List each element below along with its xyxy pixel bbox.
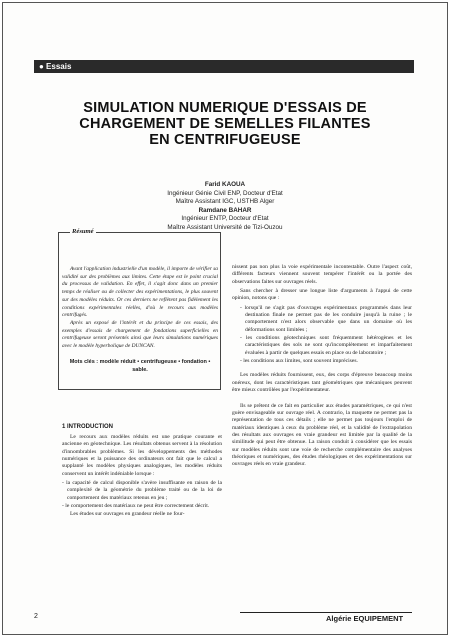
list-item: - lorsqu'il ne s'agit pas d'ouvrages expérimentaux programmés dans leur destination finale ne permet pas de les conduire jusqu'à la ruine ; le comportement n'est alors observable que dans un domaine où les déformations sont limitées ; xyxy=(240,304,412,333)
journal-name: Algérie EQUIPEMENT xyxy=(326,614,404,623)
list-item: - la capacité de calcul disponible s'avère insuffisante en raison de la complexité de la géométrie du problème traité ou de la loi de comportement des matériaux retenus en jeu ; xyxy=(62,480,222,501)
body-paragraph xyxy=(232,366,412,370)
section-band-label: ● Essais xyxy=(39,62,72,71)
title-line-3: EN CENTRIFUGEUSE xyxy=(149,132,301,148)
author-affiliation: Ingénieur Génie Civil ENP, Docteur d'Etat xyxy=(167,189,283,197)
body-paragraph: Les études sur ouvrages en grandeur réelle ne four- xyxy=(70,511,185,518)
abstract-paragraph: Avant l'application industrielle d'un modèle, il importe de vérifier sa validité sur des problèmes aux limites. Cette étape est le point crucial du processus de validation. En effet, il s'agit donc dans un premier temps de réaliser ou de collecter des expérimentations, le plus souvent sur des modèles réduits. Or ces derniers ne reflètent pas fidèlement les conditions expérimentales réelles, d'où le recours aux modèles centrifugés. xyxy=(62,266,218,319)
author-name: Farid KAOUA xyxy=(204,181,246,188)
title-line-1: SIMULATION NUMERIQUE D'ESSAIS DE xyxy=(83,100,367,116)
body-paragraph: Le recours aux modèles réduits est une pratique courante et ancienne en géotechnique. Les résultats obtenus servent à la résolution d'innombrables problèmes. Si les développements des méthodes numériques et la puissance des ordinateurs ont fait que le calcul a supplanté les modèles physiques analogiques, les modèles réduits conservent un intérêt indéniable lorsque : xyxy=(62,434,222,477)
body-paragraph xyxy=(232,397,412,401)
author-affiliation: Maître Assistant Université de Tizi-Ouzou xyxy=(167,223,283,231)
list-item: - les conditions aux limites, sont souvent imprécises. xyxy=(240,358,358,365)
body-paragraph: Sans chercher à dresser une longue liste d'arguments à l'appui de cette opinion, notons que : xyxy=(232,288,412,302)
abstract-paragraph: Après un exposé de l'intérêt et du principe de ces essais, des exemples d'essais de chargement de fondations superficielles en centrifugeuse seront présentés ainsi que leurs simulations numériques avec le modèle hyperbolique de DUNCAN. xyxy=(62,319,218,350)
title-line-2: CHARGEMENT DE SEMELLES FILANTES xyxy=(79,116,371,132)
right-column xyxy=(232,264,412,471)
article-title xyxy=(20,100,430,148)
author-affiliation: Ingénieur ENTP, Docteur d'Etat xyxy=(181,215,269,223)
author-name: Ramdane BAHAR xyxy=(198,206,252,214)
list-item: - les conditions géotechniques sont fréquemment hétérogènes et les caractéristiques des sols ne sont qu'incomplètement et imparfaitement évaluées à partir de quelques essais en place ou de laboratoire ; xyxy=(240,335,412,356)
authors-block xyxy=(80,181,370,233)
section-band xyxy=(34,60,414,73)
body-paragraph: Ils se prêtent de ce fait en particulier aux études paramétriques, ce qui n'est guère envisageable sur ouvrage réel. A contrario, la maquette ne permet pas la représentation de tous ces détails ; elle ne permet pas toujours l'emploi de matériaux identiques à ceux du problème réel, et la validité de l'extrapolation des résultats aux ouvrages en vraie grandeur est limitée par la qualité de la similitude qui peut être obtenue. La raison conduit à considérer que les essais sur modèles réduits sont une voie de recherche complémentaire des analyses théoriques et numériques, des études rhéologiques et des expérimentations sur ouvrages réels en vraie grandeur. xyxy=(232,402,412,468)
body-paragraph: Les modèles réduits fournissent, eux, des corps d'épreuve beaucoup moins onéreux, dont les caractéristiques tant géométriques que mécaniques peuvent être mieux contrôlées par l'expérimentateur. xyxy=(232,372,412,394)
left-column xyxy=(62,434,222,521)
section-heading: 1 INTRODUCTION xyxy=(62,424,113,430)
body-paragraph: nissent pas non plus la voie expérimentale incontestable. Outre l'aspect coût, différents facteurs viennent souvent tempérer l'intérêt ou la portée des observations faites sur ouvrages réels. xyxy=(232,264,412,285)
page-number: 2 xyxy=(34,613,38,620)
abstract-text xyxy=(62,266,218,351)
author-affiliation: Maître Assistant IGC, USTHB Alger xyxy=(175,198,275,206)
footer-rule xyxy=(240,612,412,613)
abstract-label: Résumé xyxy=(72,228,94,235)
keywords: Mots clés : modèle réduit • centrifugeuse • fondation • sable. xyxy=(69,359,211,373)
list-item: - le comportement des matériaux ne peut être correctement décrit. xyxy=(62,503,210,510)
